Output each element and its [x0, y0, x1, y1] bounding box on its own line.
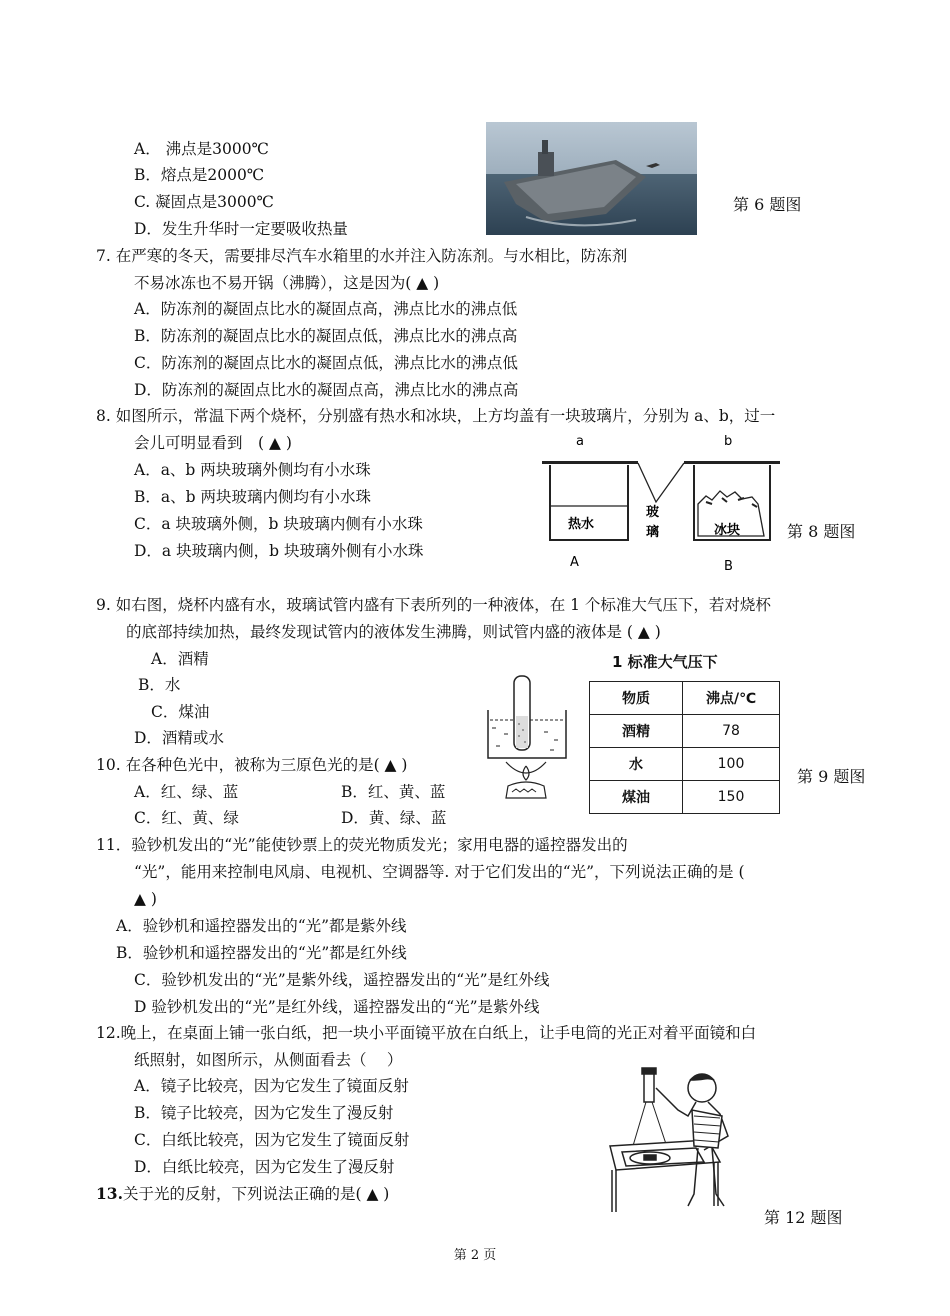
- q12-option-a: A．镜子比较亮，因为它发生了镜面反射: [134, 1077, 409, 1095]
- table-row: [590, 748, 780, 781]
- q7-option-a: A．防冻剂的凝固点比水的凝固点高，沸点比水的沸点低: [134, 300, 518, 318]
- q9-option-d: D．酒精或水: [134, 729, 224, 747]
- ice-label: 冰块: [714, 523, 741, 538]
- q9-table-title: 1 标准大气压下: [612, 653, 718, 671]
- q8-stem-line1: 8. 如图所示，常温下两个烧杯，分别盛有热水和冰块，上方均盖有一块玻璃片，分别为 a、b，过一: [96, 407, 776, 425]
- q9-caption: 第 9 题图: [797, 767, 866, 786]
- glass-text-1: 玻: [646, 505, 660, 520]
- table-row: [590, 781, 780, 814]
- q10-stem: 10. 在各种色光中，被称为三原色光的是( ▲ ): [96, 756, 408, 774]
- q13-stem-text: 关于光的反射，下列说法正确的是( ▲ ): [122, 1185, 390, 1203]
- q7-option-c: C．防冻剂的凝固点比水的凝固点低，沸点比水的沸点低: [134, 354, 518, 372]
- q7-stem-line2: 不易冰冻也不易开锅（沸腾），这是因为( ▲ ): [134, 274, 440, 292]
- q8-option-d: D．a 块玻璃内侧，b 块玻璃外侧有小水珠: [134, 542, 424, 560]
- glass-text-2: 璃: [646, 525, 660, 540]
- boiling-point-table: [589, 681, 780, 814]
- q11-option-a: A．验钞机和遥控器发出的“光”都是紫外线: [116, 917, 407, 935]
- q7-option-d: D．防冻剂的凝固点比水的凝固点高，沸点比水的沸点高: [134, 381, 519, 399]
- beaker-label-b: B: [724, 559, 733, 574]
- q8-option-b: B．a、b 两块玻璃内侧均有小水珠: [134, 488, 371, 506]
- q8-stem-line2: 会儿可明显看到 ( ▲ ): [134, 434, 292, 452]
- q12-option-c: C．白纸比较亮，因为它发生了镜面反射: [134, 1131, 410, 1149]
- q7-option-b: B．防冻剂的凝固点比水的凝固点低，沸点比水的沸点高: [134, 327, 518, 345]
- q10-option-a: A．红、绿、蓝: [134, 783, 239, 801]
- q6-option-c: C. 凝固点是3000℃: [134, 193, 274, 211]
- q9-option-a: A．酒精: [151, 650, 209, 668]
- table-cell: 酒精: [590, 715, 683, 748]
- q10-option-d: D．黄、绿、蓝: [341, 809, 447, 827]
- q12-option-d: D．白纸比较亮，因为它发生了漫反射: [134, 1158, 395, 1176]
- q11-option-b: B．验钞机和遥控器发出的“光”都是红外线: [116, 944, 407, 962]
- q6-caption: 第 6 题图: [733, 195, 802, 214]
- test-tube-heating-figure: [484, 674, 574, 806]
- q8-caption: 第 8 题图: [787, 522, 856, 541]
- q13-number: 13.: [96, 1184, 123, 1203]
- q13-stem: [96, 1184, 389, 1204]
- table-header-cell: 物质: [590, 682, 683, 715]
- q9-stem-line1: 9. 如右图，烧杯内盛有水，玻璃试管内盛有下表所列的一种液体，在 1 个标准大气压下，若对烧杯: [96, 596, 771, 614]
- q11-stem-line1: 11．验钞机发出的“光”能使钞票上的荧光物质发光；家用电器的遥控器发出的: [96, 836, 628, 854]
- beakers-figure: [538, 432, 783, 574]
- q8-option-a: A．a、b 两块玻璃外侧均有小水珠: [134, 461, 371, 479]
- q12-option-b: B．镜子比较亮，因为它发生了漫反射: [134, 1104, 394, 1122]
- q7-stem-line1: 7. 在严寒的冬天，需要排尽汽车水箱里的水并注入防冻剂。与水相比，防冻剂: [96, 247, 628, 265]
- table-cell: 78: [683, 715, 780, 748]
- flashlight-mirror-figure: [608, 1066, 748, 1216]
- q11-option-c: C．验钞机发出的“光”是紫外线，遥控器发出的“光”是红外线: [134, 971, 550, 989]
- table-header-cell: 沸点/℃: [683, 682, 780, 715]
- q11-stem-line2: “光”，能用来控制电风扇、电视机、空调器等. 对于它们发出的“光”，下列说法正确的是 (: [134, 863, 745, 881]
- table-row: [590, 715, 780, 748]
- page-number: 第 2 页: [453, 1248, 497, 1263]
- q11-option-d: D 验钞机发出的“光”是红外线，遥控器发出的“光”是紫外线: [134, 998, 540, 1016]
- aircraft-carrier-photo: [486, 122, 697, 235]
- table-cell: 煤油: [590, 781, 683, 814]
- q9-stem-line2: 的底部持续加热，最终发现试管内的液体发生沸腾，则试管内盛的液体是 ( ▲ ): [126, 623, 661, 641]
- table-row: [590, 682, 780, 715]
- hot-water-label: 热水: [568, 517, 595, 532]
- q12-stem-line1: 12.晚上，在桌面上铺一张白纸，把一块小平面镜平放在白纸上，让手电筒的光正对着平面镜和白: [96, 1024, 757, 1042]
- q9-option-c: C．煤油: [151, 703, 210, 721]
- q8-option-c: C．a 块玻璃外侧，b 块玻璃内侧有小水珠: [134, 515, 423, 533]
- q10-option-c: C．红、黄、绿: [134, 809, 239, 827]
- q9-option-b: B．水: [138, 676, 181, 694]
- table-cell: 100: [683, 748, 780, 781]
- q6-option-b: B．熔点是2000℃: [134, 166, 265, 184]
- beaker-label-a: A: [570, 555, 579, 570]
- glass-label-b: b: [724, 434, 733, 449]
- q10-option-b: B．红、黄、蓝: [341, 783, 446, 801]
- q11-stem-line3: ▲ ): [134, 890, 157, 908]
- q12-caption: 第 12 题图: [764, 1208, 843, 1227]
- q12-stem-line2: 纸照射，如图所示，从侧面看去（ ）: [134, 1051, 403, 1069]
- table-cell: 水: [590, 748, 683, 781]
- q6-option-a: A． 沸点是3000℃: [134, 140, 269, 158]
- glass-label-a: a: [576, 434, 584, 449]
- table-cell: 150: [683, 781, 780, 814]
- q6-option-d: D．发生升华时一定要吸收热量: [134, 220, 348, 238]
